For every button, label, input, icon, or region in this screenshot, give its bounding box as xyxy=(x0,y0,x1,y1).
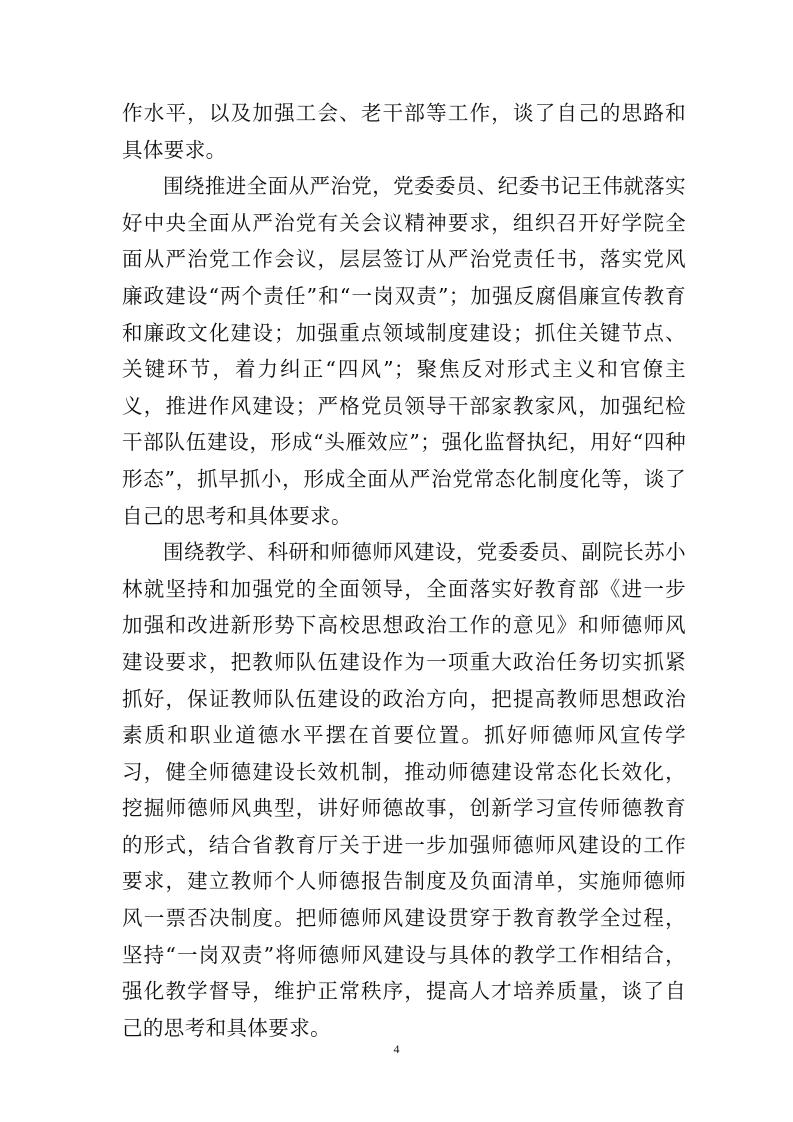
page-number: 4 xyxy=(393,1042,400,1056)
paragraph-continuation: 作水平，以及加强工会、老干部等工作，谈了自己的思路和具体要求。 xyxy=(122,101,686,162)
paragraph-teaching-ethics: 围绕教学、科研和师德师风建设，党委委员、副院长苏小林就坚持和加强党的全面领导，全面落实好教育部《进一步加强和改进新形势下高校思想政治工作的意见》和师德师风建设要求，把教师队伍建设作为一项重大政治任务切实抓紧抓好，保证教师队伍建设的政治方向，把提高教师思想政治素质和职业道德水平摆在首要位置。抓好师德师风宣传学习，健全师德建设长效机制，推动师德建设常态化长效化，挖掘师德师风典型，讲好师德故事，创新学习宣传师德教育的形式，结合省教育厅关于进一步加强师德师风建设的工作要求，建立教师个人师德报告制度及负面清单，实施师德师风一票否决制度。把师德师风建设贯穿于教育教学全过程，坚持“一岗双责”将师德师风建设与具体的教学工作相结合，强化教学督导，维护正常秩序，提高人才培养质量，谈了自己的思考和具体要求。 xyxy=(122,540,686,1040)
paragraph-party-discipline: 围绕推进全面从严治党，党委委员、纪委书记王伟就落实好中央全面从严治党有关会议精神要求，组织召开好学院全面从严治党工作会议，层层签订从严治党责任书，落实党风廉政建设“两个责任”和“一岗双责”；加强反腐倡廉宣传教育和廉政文化建设；加强重点领域制度建设；抓住关键节点、关键环节，着力纠正“四风”；聚焦反对形式主义和官僚主义，推进作风建设；严格党员领导干部家教家风，加强纪检干部队伍建设，形成“头雁效应”；强化监督执纪，用好“四种形态”，抓早抓小，形成全面从严治党常态化制度化等，谈了自己的思考和具体要求。 xyxy=(122,174,686,528)
body-text xyxy=(122,95,686,1046)
